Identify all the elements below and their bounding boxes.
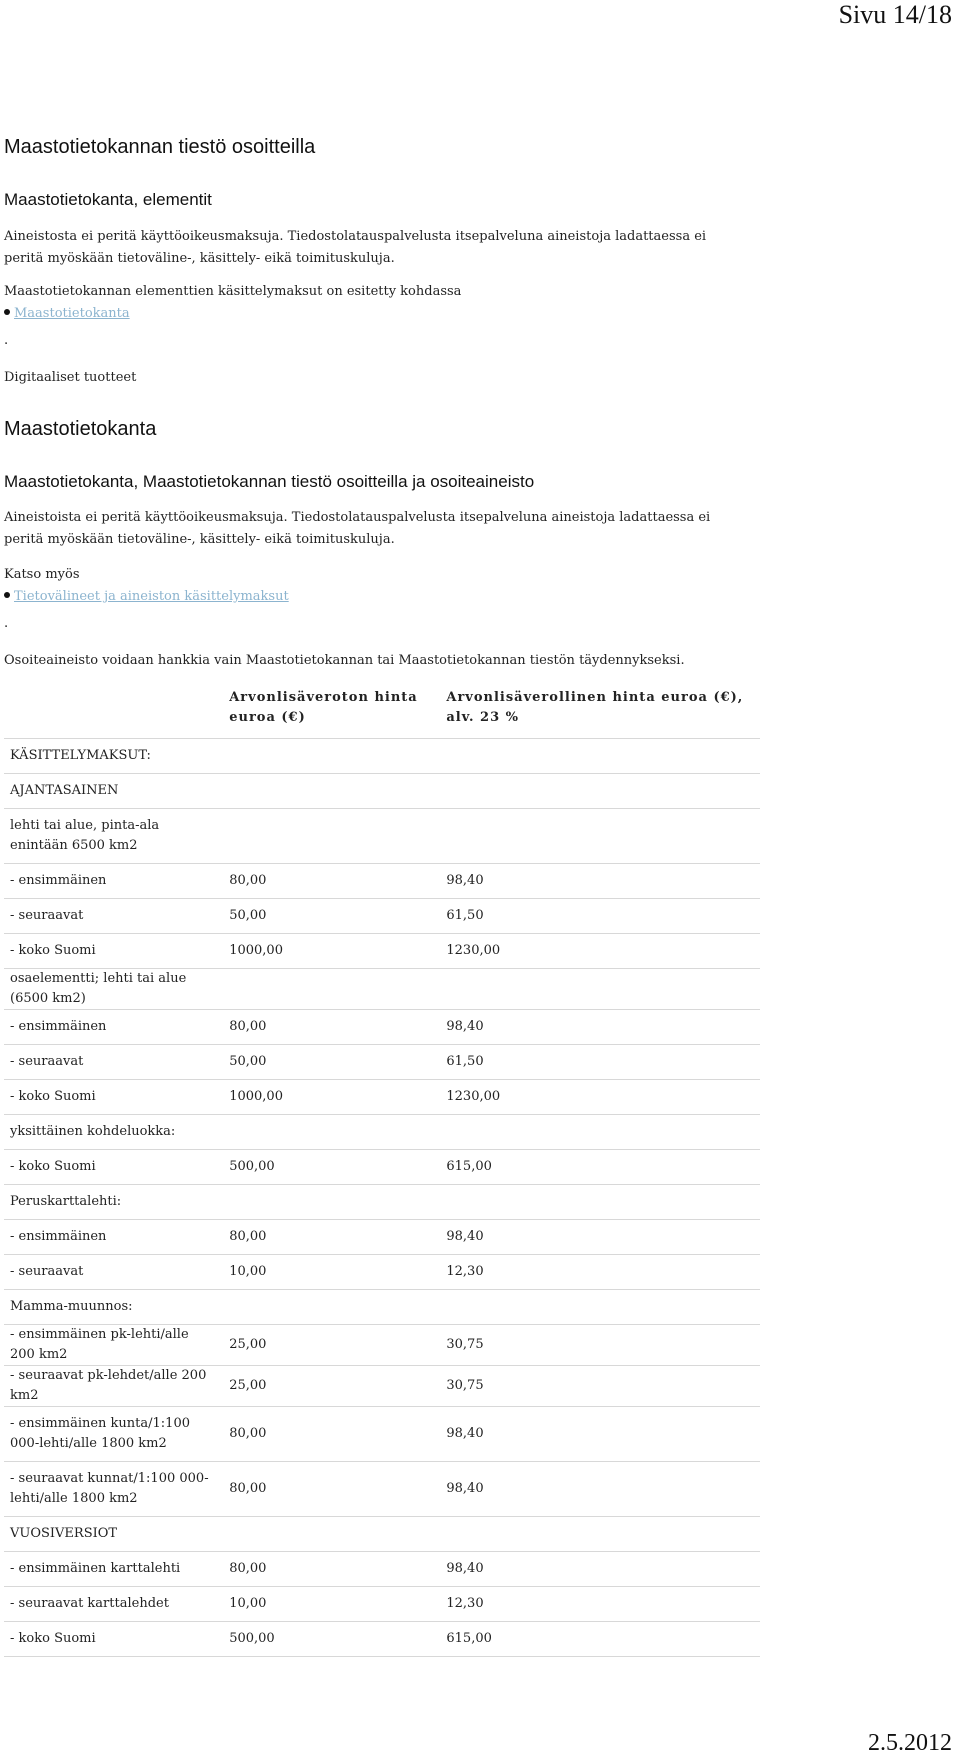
table-cell: 1000,00 bbox=[223, 1080, 440, 1115]
bullet-icon bbox=[4, 592, 10, 598]
tietovalineet-link[interactable]: Tietovälineet ja aineiston käsittelymaksut bbox=[14, 589, 289, 604]
period: . bbox=[4, 616, 9, 631]
table-cell: Peruskarttalehti: bbox=[4, 1185, 223, 1220]
table-row bbox=[4, 864, 760, 899]
table-cell: - koko Suomi bbox=[4, 934, 223, 969]
table-cell: 1000,00 bbox=[223, 934, 440, 969]
table-cell: 80,00 bbox=[223, 864, 440, 899]
table-row bbox=[4, 1185, 760, 1220]
table-cell bbox=[223, 809, 440, 864]
table-cell: 98,40 bbox=[440, 1010, 760, 1045]
page-number: Sivu 14/18 bbox=[838, 0, 952, 29]
table-body bbox=[4, 739, 760, 1657]
table-row bbox=[4, 1080, 760, 1115]
table-cell: AJANTASAINEN bbox=[4, 774, 223, 809]
table-cell: yksittäinen kohdeluokka: bbox=[4, 1115, 223, 1150]
table-row bbox=[4, 899, 760, 934]
table-cell bbox=[223, 969, 440, 1010]
table-header-cell bbox=[4, 688, 223, 739]
table-cell: 61,50 bbox=[440, 1045, 760, 1080]
table-cell: 30,75 bbox=[440, 1325, 760, 1366]
section-title: Maastotietokannan tiestö osoitteilla bbox=[4, 136, 316, 158]
paragraph: Osoiteaineisto voidaan hankkia vain Maastotietokannan tai Maastotietokannan tiestön täydennykseksi. bbox=[4, 653, 685, 668]
table-cell: - ensimmäinen bbox=[4, 1220, 223, 1255]
table-cell: 10,00 bbox=[223, 1255, 440, 1290]
table-cell: 98,40 bbox=[440, 1407, 760, 1462]
table-row bbox=[4, 1220, 760, 1255]
table-row bbox=[4, 1115, 760, 1150]
table-cell: - seuraavat pk-lehdet/alle 200 km2 bbox=[4, 1366, 223, 1407]
table-cell: 80,00 bbox=[223, 1220, 440, 1255]
table-cell: lehti tai alue, pinta-ala enintään 6500 km2 bbox=[4, 809, 223, 864]
table-cell bbox=[440, 809, 760, 864]
paragraph: Maastotietokannan elementtien käsittelymaksut on esitetty kohdassa bbox=[4, 284, 462, 299]
table-row bbox=[4, 1045, 760, 1080]
table-row bbox=[4, 1255, 760, 1290]
table-cell: 30,75 bbox=[440, 1366, 760, 1407]
table-cell: - ensimmäinen bbox=[4, 1010, 223, 1045]
paragraph: Aineistoista ei peritä käyttöoikeusmaksuja. Tiedostolatauspalvelusta itsepalveluna aineistoja ladattaessa ei peritä myöskään tietoväline-, käsittely- eikä toimituskuluja. bbox=[4, 510, 711, 547]
table-cell: 80,00 bbox=[223, 1462, 440, 1517]
table-cell: osaelementti; lehti tai alue (6500 km2) bbox=[4, 969, 223, 1010]
maastotietokanta-link[interactable]: Maastotietokanta bbox=[14, 306, 130, 321]
table-cell bbox=[440, 1185, 760, 1220]
table-cell: - ensimmäinen karttalehti bbox=[4, 1552, 223, 1587]
table-row bbox=[4, 1290, 760, 1325]
table-cell: 1230,00 bbox=[440, 1080, 760, 1115]
table-cell: 80,00 bbox=[223, 1010, 440, 1045]
table-cell: - seuraavat bbox=[4, 1045, 223, 1080]
table-cell: 12,30 bbox=[440, 1255, 760, 1290]
table-cell: - seuraavat bbox=[4, 899, 223, 934]
table-cell bbox=[223, 1115, 440, 1150]
bullet-link-item bbox=[4, 303, 130, 325]
table-row bbox=[4, 1462, 760, 1517]
table-row bbox=[4, 1587, 760, 1622]
table-cell: 615,00 bbox=[440, 1150, 760, 1185]
table-row bbox=[4, 1010, 760, 1045]
footer-date: 2.5.2012 bbox=[868, 1730, 952, 1756]
table-cell bbox=[223, 1185, 440, 1220]
table-cell: 500,00 bbox=[223, 1622, 440, 1657]
table-row bbox=[4, 739, 760, 774]
table-cell: 98,40 bbox=[440, 1552, 760, 1587]
price-table bbox=[4, 688, 760, 1657]
table-cell: - koko Suomi bbox=[4, 1080, 223, 1115]
table-row bbox=[4, 1622, 760, 1657]
table-cell: - ensimmäinen kunta/1:100 000-lehti/alle 1800 km2 bbox=[4, 1407, 223, 1462]
bullet-link-item bbox=[4, 586, 289, 608]
table-cell bbox=[440, 1290, 760, 1325]
table-cell: 98,40 bbox=[440, 864, 760, 899]
section-subtitle: Maastotietokanta, Maastotietokannan tiestö osoitteilla ja osoiteaineisto bbox=[4, 472, 535, 491]
table-cell: KÄSITTELYMAKSUT: bbox=[4, 739, 223, 774]
table-row bbox=[4, 934, 760, 969]
table-cell: 12,30 bbox=[440, 1587, 760, 1622]
paragraph: Katso myös bbox=[4, 567, 80, 582]
table-cell bbox=[440, 1115, 760, 1150]
section-title: Maastotietokanta bbox=[4, 418, 157, 440]
table-cell: - seuraavat kunnat/1:100 000-lehti/alle 1800 km2 bbox=[4, 1462, 223, 1517]
table-row bbox=[4, 1517, 760, 1552]
table-cell: 615,00 bbox=[440, 1622, 760, 1657]
table-row bbox=[4, 1150, 760, 1185]
table-row bbox=[4, 809, 760, 864]
table-header-cell: Arvonlisäverollinen hinta euroa (€), alv. 23 % bbox=[440, 688, 760, 739]
table-cell: 80,00 bbox=[223, 1552, 440, 1587]
table-cell bbox=[440, 969, 760, 1010]
table-cell: 25,00 bbox=[223, 1366, 440, 1407]
section-subtitle: Maastotietokanta, elementit bbox=[4, 190, 212, 209]
table-row bbox=[4, 1552, 760, 1587]
table-row bbox=[4, 774, 760, 809]
table-cell: 98,40 bbox=[440, 1462, 760, 1517]
table-cell: 10,00 bbox=[223, 1587, 440, 1622]
paragraph: Aineistosta ei peritä käyttöoikeusmaksuja. Tiedostolatauspalvelusta itsepalveluna aineistoja ladattaessa ei peritä myöskään tietoväline-, käsittely- eikä toimituskuluja. bbox=[4, 229, 707, 266]
period: . bbox=[4, 333, 9, 348]
table-cell: - ensimmäinen bbox=[4, 864, 223, 899]
table-cell: - ensimmäinen pk-lehti/alle 200 km2 bbox=[4, 1325, 223, 1366]
table-cell bbox=[223, 774, 440, 809]
table-cell: 500,00 bbox=[223, 1150, 440, 1185]
table-cell: - koko Suomi bbox=[4, 1622, 223, 1657]
table-cell: 98,40 bbox=[440, 1220, 760, 1255]
table-cell: - koko Suomi bbox=[4, 1150, 223, 1185]
table-row bbox=[4, 1407, 760, 1462]
table-cell: 80,00 bbox=[223, 1407, 440, 1462]
table-cell bbox=[440, 739, 760, 774]
table-row bbox=[4, 1325, 760, 1366]
table-cell: Mamma-muunnos: bbox=[4, 1290, 223, 1325]
table-cell: VUOSIVERSIOT bbox=[4, 1517, 223, 1552]
table-cell: 61,50 bbox=[440, 899, 760, 934]
bullet-icon bbox=[4, 309, 10, 315]
table-cell bbox=[223, 739, 440, 774]
table-cell: - seuraavat karttalehdet bbox=[4, 1587, 223, 1622]
paragraph: Digitaaliset tuotteet bbox=[4, 370, 137, 385]
table-cell bbox=[440, 774, 760, 809]
table-cell: 1230,00 bbox=[440, 934, 760, 969]
table-cell: - seuraavat bbox=[4, 1255, 223, 1290]
table-cell: 50,00 bbox=[223, 1045, 440, 1080]
table-row bbox=[4, 969, 760, 1010]
table-cell: 50,00 bbox=[223, 899, 440, 934]
table-cell bbox=[223, 1517, 440, 1552]
table-row bbox=[4, 1366, 760, 1407]
table-header-cell: Arvonlisäveroton hinta euroa (€) bbox=[223, 688, 440, 739]
table-cell bbox=[223, 1290, 440, 1325]
table-cell: 25,00 bbox=[223, 1325, 440, 1366]
table-header-row bbox=[4, 688, 760, 739]
table-cell bbox=[440, 1517, 760, 1552]
